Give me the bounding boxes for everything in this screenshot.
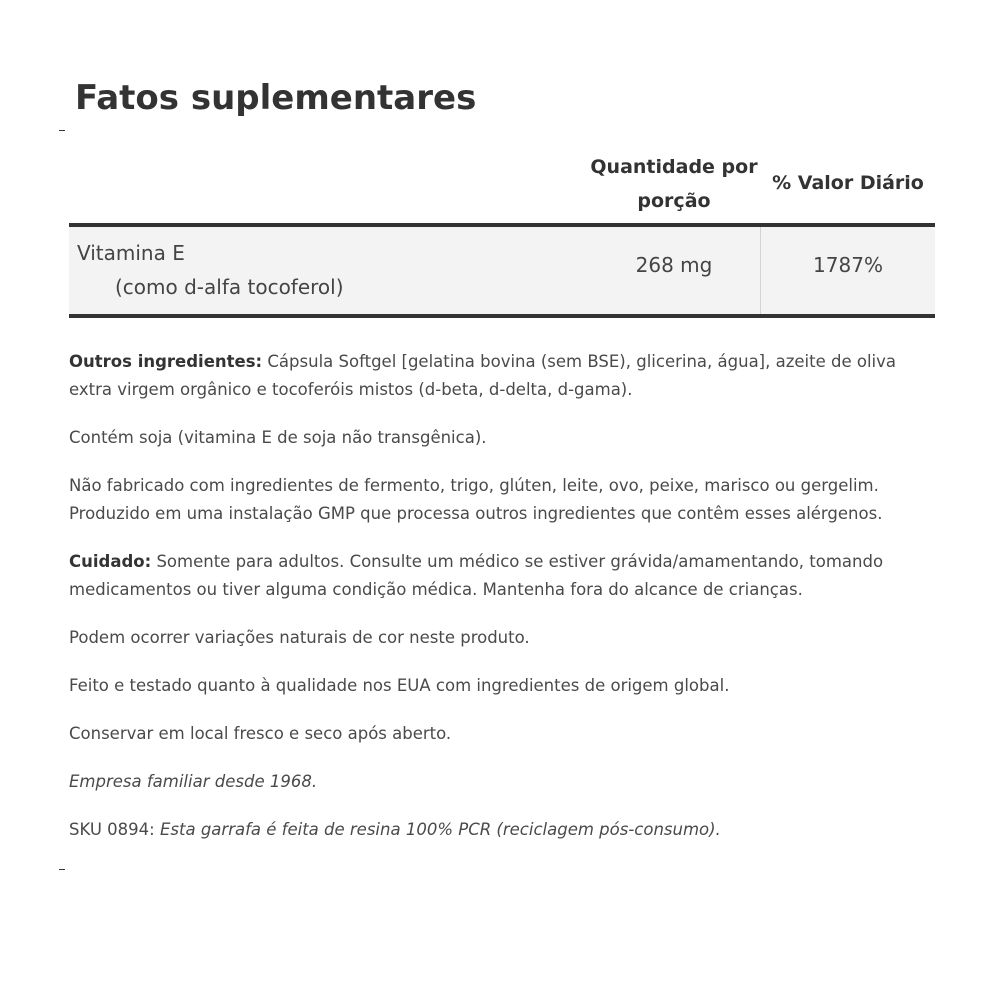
table-bottom-rule	[69, 314, 935, 318]
other-ingredients-paragraph	[69, 348, 939, 404]
supplement-facts-table	[69, 140, 935, 318]
header-quantity-line1: Quantidade por	[590, 156, 758, 178]
sku-paragraph	[69, 816, 939, 844]
other-ingredients-label: Outros ingredientes:	[69, 352, 263, 371]
storage-paragraph: Conservar em local fresco e seco após aberto.	[69, 724, 452, 743]
caution-label: Cuidado:	[69, 552, 152, 571]
header-daily-value: % Valor Diário	[772, 172, 924, 194]
allergens-line2: Produzido em uma instalação GMP que processa outros ingredientes que contêm esses alérgenos.	[69, 504, 883, 523]
caution-text: Somente para adultos. Consulte um médico se estiver grávida/amamentando, tomando medicamentos ou tiver alguma condição médica. Mantenha fora do alcance de crianças.	[69, 552, 884, 599]
sku-text: Esta garrafa é feita de resina 100% PCR (reciclagem pós-consumo).	[159, 820, 721, 839]
family-company-text: Empresa familiar desde 1968.	[69, 772, 318, 791]
nutrient-daily-value: 1787%	[813, 253, 883, 277]
nutrient-name: Vitamina E	[77, 241, 185, 265]
contains-soy-paragraph: Contém soja (vitamina E de soja não transgênica).	[69, 428, 487, 447]
divider-mark-bottom	[59, 869, 65, 870]
family-company-paragraph	[69, 768, 939, 796]
allergens-paragraph	[69, 472, 939, 528]
sku-label: SKU 0894:	[69, 820, 155, 839]
header-quantity-per-serving	[588, 150, 760, 218]
other-ingredients-text: Cápsula Softgel [gelatina bovina (sem BSE), glicerina, água], azeite de oliva extra virgem orgânico e tocoferóis mistos (d-beta, d-delta, d-gama).	[69, 352, 896, 399]
product-notes	[69, 348, 939, 864]
caution-paragraph	[69, 548, 939, 604]
page-title: Fatos suplementares	[75, 78, 477, 118]
nutrient-amount: 268 mg	[635, 253, 713, 277]
made-in-usa-paragraph: Feito e testado quanto à qualidade nos EUA com ingredientes de origem global.	[69, 676, 730, 695]
nutrient-cell	[77, 236, 344, 304]
header-quantity-line2: porção	[637, 190, 711, 212]
table-header	[69, 140, 935, 223]
nutrient-detail: (como d-alfa tocoferol)	[115, 275, 344, 299]
table-row	[69, 227, 935, 314]
divider-mark-top	[59, 130, 65, 131]
allergens-line1: Não fabricado com ingredientes de fermento, trigo, glúten, leite, ovo, peixe, marisco ou gergelim.	[69, 476, 879, 495]
color-variation-paragraph: Podem ocorrer variações naturais de cor neste produto.	[69, 628, 530, 647]
